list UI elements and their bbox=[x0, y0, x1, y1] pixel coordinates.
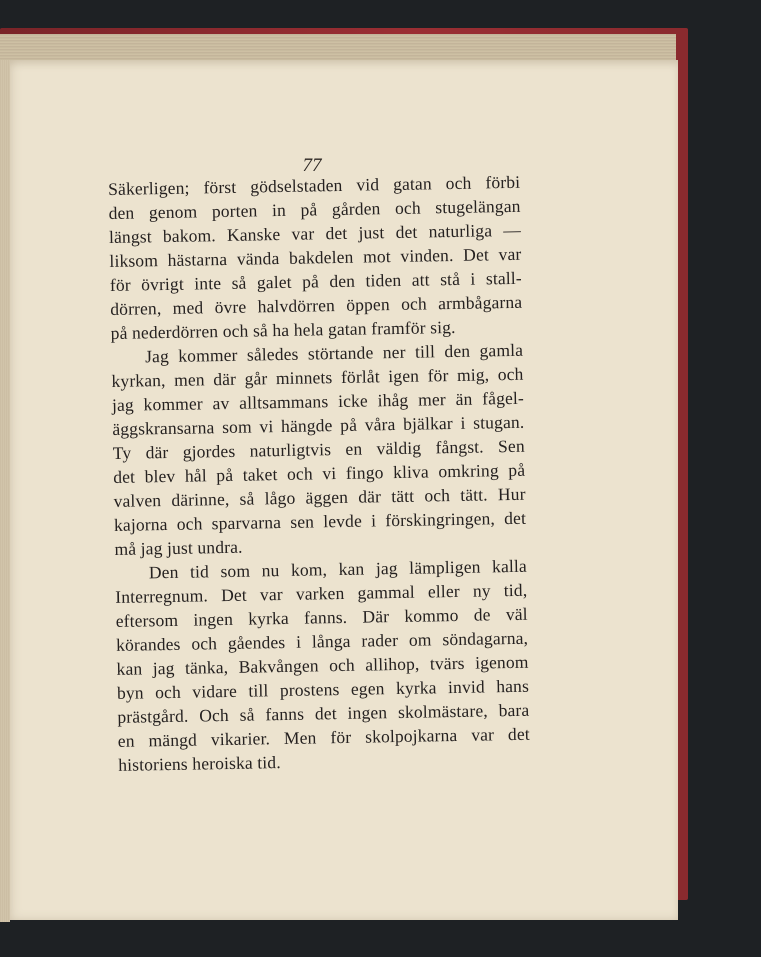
text-line: för övrigt inte så galet på den tiden att stå i stall- bbox=[109, 267, 522, 295]
text-line: kyrkan, men där går minnets förlåt igen för mig, och bbox=[111, 363, 524, 391]
text-line: Ty där gjordes naturligtvis en väldig fångst. Sen bbox=[112, 435, 525, 463]
text-line: valven därinne, så lågo äggen där tätt och tätt. Hur bbox=[113, 483, 526, 511]
text-line: historiens heroiska tid. bbox=[118, 752, 281, 775]
text-line: en mängd vikarier. Men för skolpojkarna var det bbox=[117, 723, 530, 751]
page-edges-left bbox=[0, 60, 10, 922]
text-line: Interregnum. Det var varken gammal eller ny tid, bbox=[115, 579, 528, 607]
text-line: den genom porten in på gården och stugelängan bbox=[108, 195, 521, 223]
text-line: liksom hästarna vända bakdelen mot vinden. Det var bbox=[109, 243, 522, 271]
text-line: Jag kommer således störtande ner till den gamla bbox=[144, 339, 524, 367]
text-line: eftersom ingen kyrka fanns. Där kommo de väl bbox=[115, 603, 528, 631]
text-line: längst bakom. Kanske var det just det naturliga — bbox=[108, 219, 522, 247]
text-line: körandes och gåendes i långa rader om söndagarna, bbox=[115, 627, 529, 655]
text-line: på nederdörren och så ha hela gatan framför sig. bbox=[110, 316, 456, 343]
text-line: äggskransarna som vi hängde på våra bjälkar i stugan. bbox=[112, 411, 525, 439]
text-line: Den tid som nu kom, kan jag lämpligen kalla bbox=[148, 555, 528, 583]
text-line: Säkerligen; först gödselstaden vid gatan och förbi bbox=[108, 171, 521, 199]
text-line: dörren, med övre halvdörren öppen och armbågarna bbox=[110, 291, 523, 319]
text-line: byn och vidare till prostens egen kyrka invid hans bbox=[116, 675, 530, 703]
text-line: prästgård. Och så fanns det ingen skolmästare, bara bbox=[117, 699, 530, 727]
text-line: kajorna och sparvarna sen levde i förskingringen, det bbox=[113, 507, 527, 535]
text-line: må jag just undra. bbox=[114, 536, 243, 559]
text-line: det blev hål på taket och vi fingo kliva omkring på bbox=[113, 459, 526, 487]
page-number: 77 bbox=[302, 155, 322, 176]
text-line: jag kommer av alltsammans icke ihåg mer än fågel- bbox=[111, 387, 525, 415]
text-line: kan jag tänka, Bakvången och allihop, tvärs igenom bbox=[116, 651, 529, 679]
